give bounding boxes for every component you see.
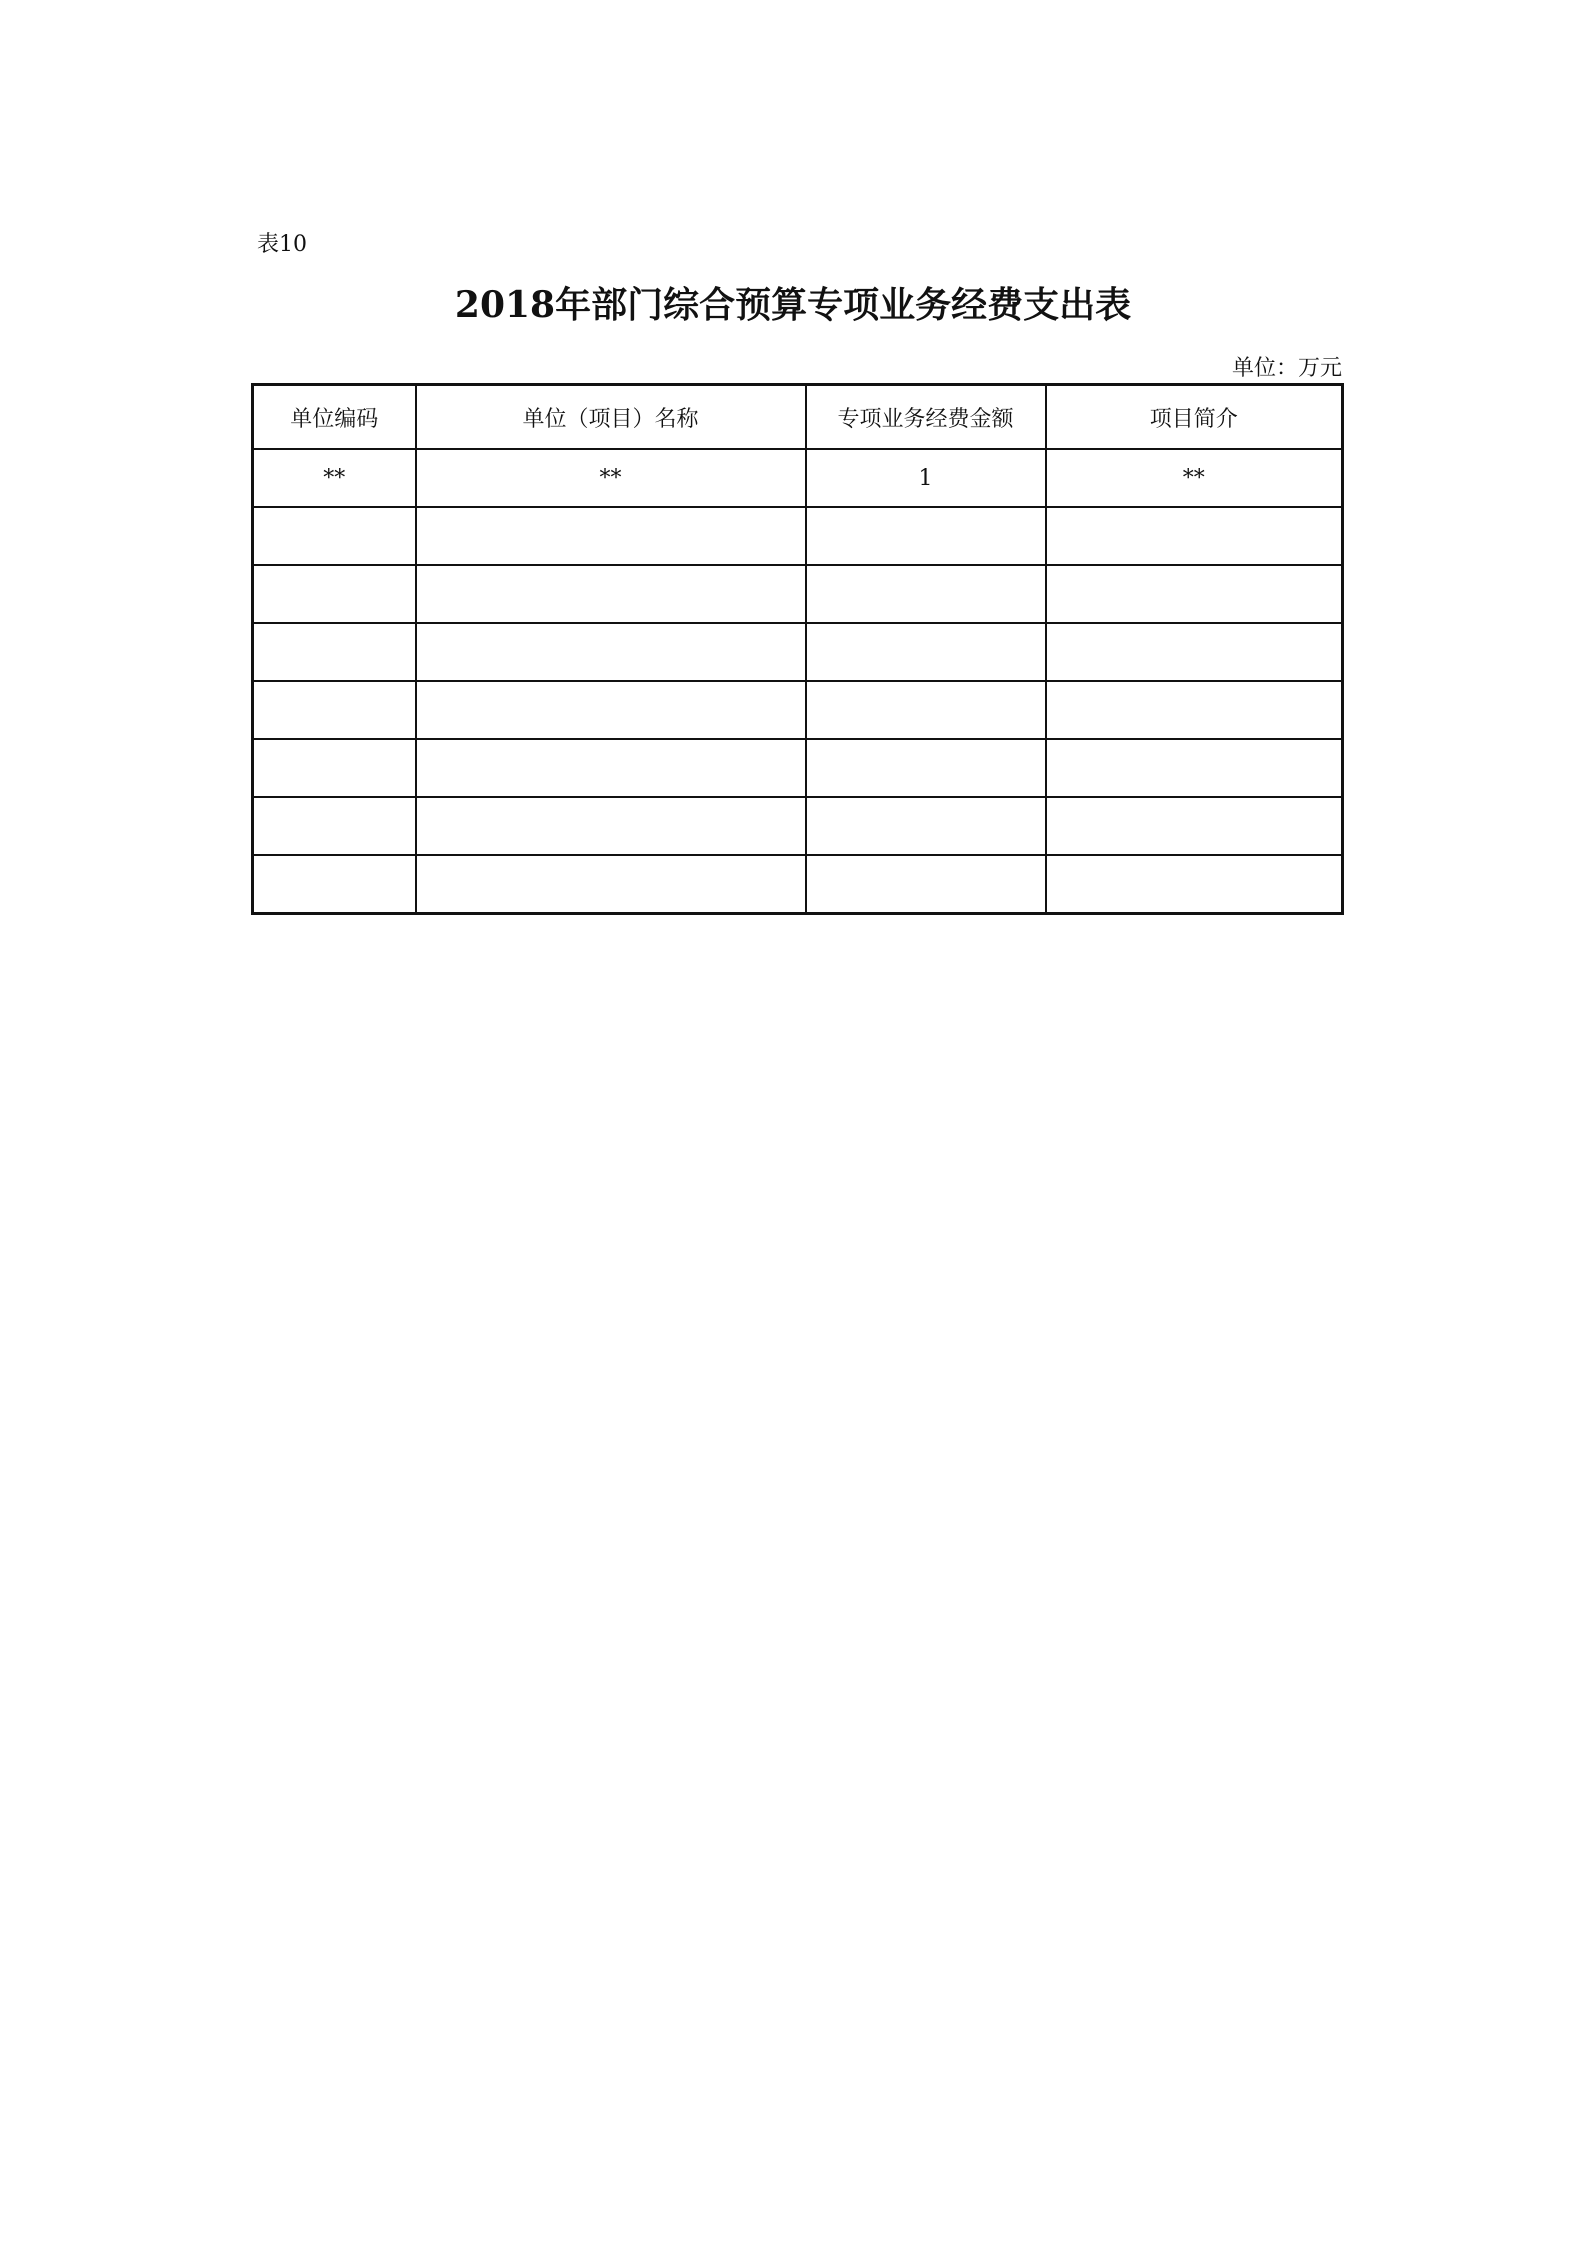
table-row <box>253 449 1343 507</box>
table-cell <box>806 855 1046 914</box>
column-header-amount: 专项业务经费金额 <box>806 385 1046 450</box>
budget-table <box>251 383 1344 915</box>
table-cell <box>1046 855 1343 914</box>
table-cell <box>253 507 416 565</box>
table-cell <box>806 623 1046 681</box>
table-cell <box>1046 623 1343 681</box>
table-cell <box>416 507 806 565</box>
table-cell: ** <box>416 449 806 507</box>
table-row <box>253 623 1343 681</box>
table-row <box>253 739 1343 797</box>
unit-label: 单位：万元 <box>1231 356 1342 381</box>
table-cell <box>806 565 1046 623</box>
table-cell <box>416 565 806 623</box>
table-row <box>253 855 1343 914</box>
table-header-row <box>253 385 1343 450</box>
table-cell <box>416 855 806 914</box>
table-cell <box>806 507 1046 565</box>
page-title: 2018年部门综合预算专项业务经费支出表 <box>454 284 1132 326</box>
table-cell <box>253 739 416 797</box>
column-header-description: 项目简介 <box>1046 385 1343 450</box>
table-row <box>253 681 1343 739</box>
table-cell: ** <box>253 449 416 507</box>
table-row <box>253 565 1343 623</box>
column-header-unit-code: 单位编码 <box>253 385 416 450</box>
table-cell <box>416 739 806 797</box>
table-cell <box>416 623 806 681</box>
column-header-unit-name: 单位（项目）名称 <box>416 385 806 450</box>
table-cell <box>253 623 416 681</box>
table-cell <box>806 797 1046 855</box>
table-cell: 1 <box>806 449 1046 507</box>
table-cell <box>253 855 416 914</box>
table-cell <box>416 797 806 855</box>
table-number-label: 表10 <box>257 232 307 257</box>
table-cell <box>253 565 416 623</box>
table-cell <box>806 739 1046 797</box>
table-cell <box>1046 681 1343 739</box>
table-cell <box>806 681 1046 739</box>
table-cell <box>253 797 416 855</box>
table-row <box>253 507 1343 565</box>
table-cell <box>1046 739 1343 797</box>
table-cell <box>416 681 806 739</box>
table-cell <box>253 681 416 739</box>
table-cell <box>1046 565 1343 623</box>
table-cell <box>1046 507 1343 565</box>
table-cell <box>1046 797 1343 855</box>
table-row <box>253 797 1343 855</box>
table-cell: ** <box>1046 449 1343 507</box>
